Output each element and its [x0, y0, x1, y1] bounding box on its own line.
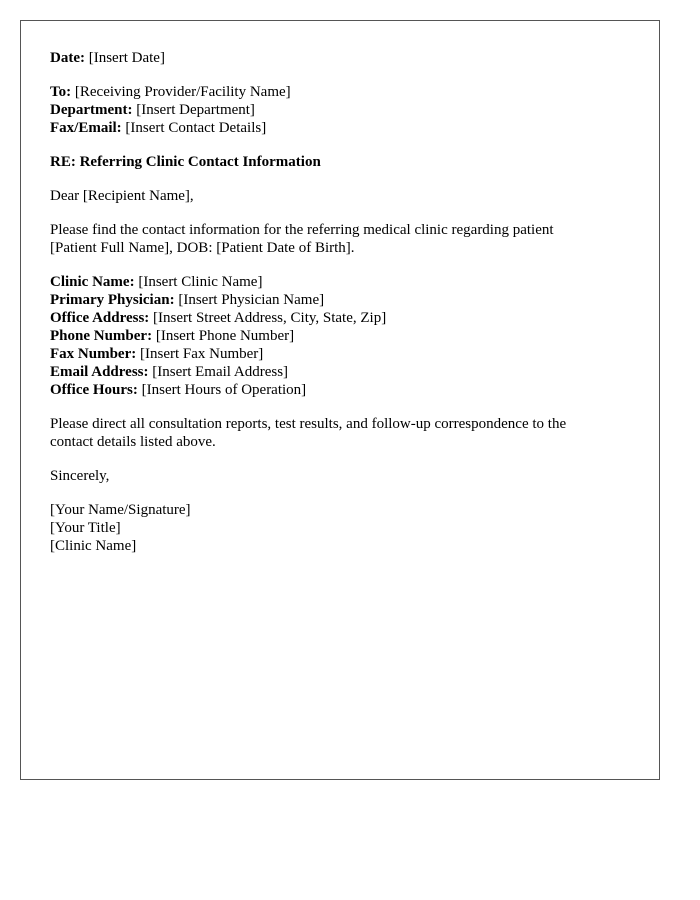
office-address-label: Office Address:	[50, 310, 150, 326]
clinic-details-section	[50, 273, 630, 399]
office-hours-line	[50, 381, 630, 399]
sign-off: Sincerely,	[50, 468, 110, 484]
letter-page	[20, 20, 660, 780]
salutation-section	[50, 187, 630, 205]
sign-off-section	[50, 467, 630, 485]
fax-email-label: Fax/Email:	[50, 120, 122, 136]
subject-line: RE: Referring Clinic Contact Information	[50, 154, 321, 170]
date-value: [Insert Date]	[88, 50, 165, 66]
intro-paragraph	[50, 221, 630, 257]
signature-name: [Your Name/Signature]	[50, 502, 191, 518]
closing-line-1: Please direct all consultation reports, test results, and follow-up correspondence to the	[50, 416, 567, 432]
to-value: [Receiving Provider/Facility Name]	[74, 84, 291, 100]
fax-number-label: Fax Number:	[50, 346, 137, 362]
primary-physician-label: Primary Physician:	[50, 292, 175, 308]
phone-number-label: Phone Number:	[50, 328, 153, 344]
subject-section	[50, 153, 630, 171]
office-hours-value: [Insert Hours of Operation]	[141, 382, 307, 398]
phone-number-value: [Insert Phone Number]	[155, 328, 295, 344]
letter-body	[50, 49, 630, 571]
signature-clinic: [Clinic Name]	[50, 538, 137, 554]
date-line	[50, 49, 630, 67]
recipient-section	[50, 83, 630, 137]
clinic-name-label: Clinic Name:	[50, 274, 135, 290]
office-address-value: [Insert Street Address, City, State, Zip]	[153, 310, 387, 326]
fax-email-line	[50, 119, 630, 137]
email-address-label: Email Address:	[50, 364, 149, 380]
department-line	[50, 101, 630, 119]
office-address-line	[50, 309, 630, 327]
to-line	[50, 83, 630, 101]
fax-number-value: [Insert Fax Number]	[140, 346, 264, 362]
department-value: [Insert Department]	[136, 102, 255, 118]
closing-line-2: contact details listed above.	[50, 434, 216, 450]
date-section	[50, 49, 630, 67]
clinic-name-value: [Insert Clinic Name]	[138, 274, 263, 290]
intro-line-2: [Patient Full Name], DOB: [Patient Date of Birth].	[50, 240, 355, 256]
intro-line-1: Please find the contact information for the referring medical clinic regarding patient	[50, 222, 554, 238]
email-address-line	[50, 363, 630, 381]
email-address-value: [Insert Email Address]	[152, 364, 289, 380]
primary-physician-line	[50, 291, 630, 309]
to-label: To:	[50, 84, 72, 100]
clinic-name-line	[50, 273, 630, 291]
office-hours-label: Office Hours:	[50, 382, 138, 398]
phone-number-line	[50, 327, 630, 345]
signature-title: [Your Title]	[50, 520, 121, 536]
closing-paragraph	[50, 415, 630, 451]
fax-email-value: [Insert Contact Details]	[125, 120, 267, 136]
primary-physician-value: [Insert Physician Name]	[178, 292, 325, 308]
date-label: Date:	[50, 50, 85, 66]
salutation: Dear [Recipient Name],	[50, 188, 194, 204]
signature-section	[50, 501, 630, 555]
department-label: Department:	[50, 102, 133, 118]
fax-number-line	[50, 345, 630, 363]
